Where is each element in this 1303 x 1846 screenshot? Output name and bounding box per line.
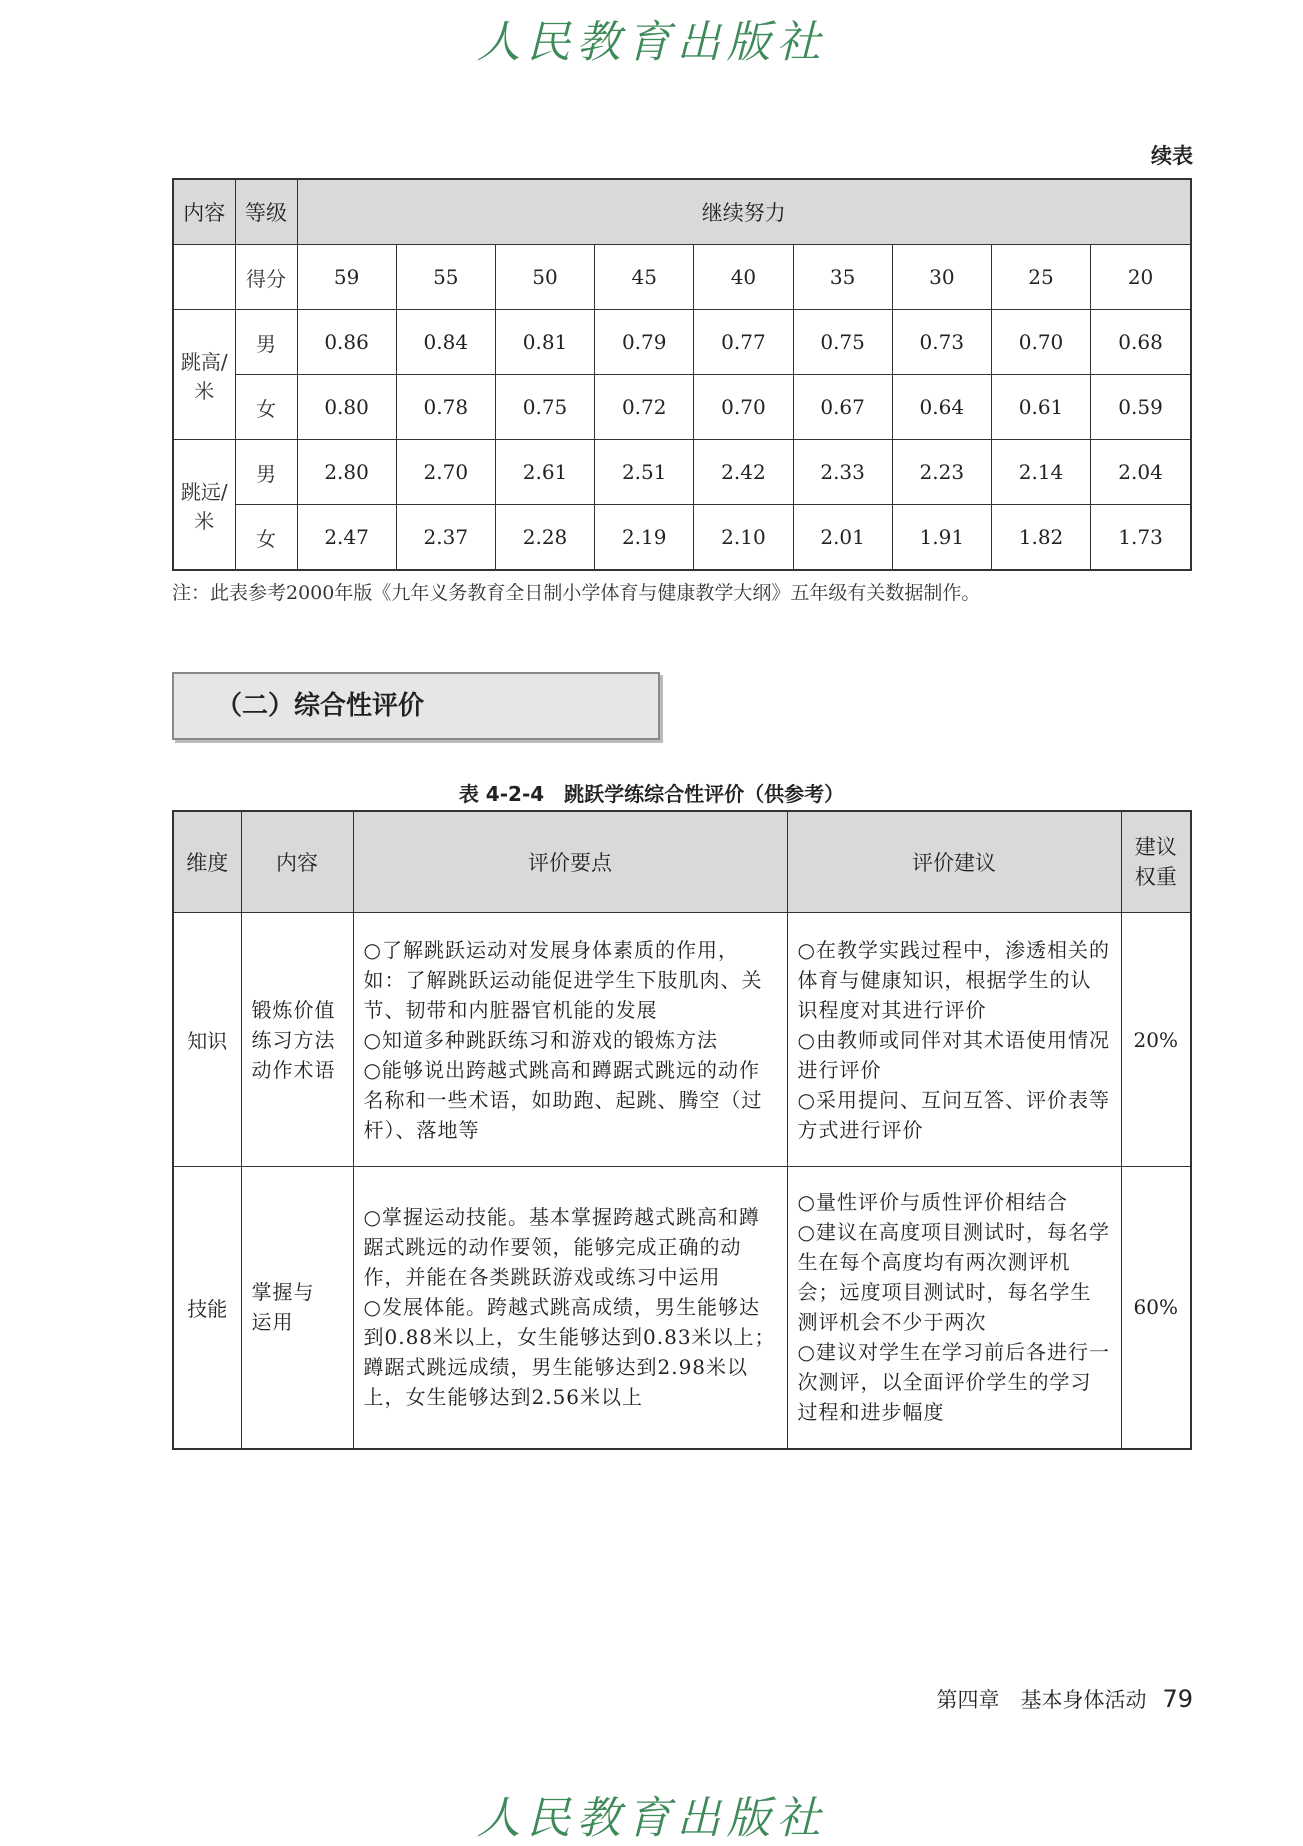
value-cell: 2.70 [396, 440, 495, 505]
gender-cell: 男 [235, 310, 297, 375]
evaluation-table [172, 810, 1192, 1450]
score-cell: 40 [694, 245, 793, 310]
value-cell: 2.28 [495, 505, 594, 571]
score-label: 得分 [235, 245, 297, 310]
value-cell: 2.80 [297, 440, 396, 505]
points-cell: ○掌握运动技能。基本掌握跨越式跳高和蹲踞式跳远的动作要领，能够完成正确的动作，并能在各类跳跃游戏或练习中运用 ○发展体能。跨越式跳高成绩，男生能够达到0.88米以上，女生能够达到0.83米以上；蹲踞式跳远成绩，男生能够达到2.98米以上，女生能够达到2.56米以上 [353, 1167, 787, 1449]
score-cell: 35 [793, 245, 892, 310]
table-row [173, 440, 1191, 505]
table-caption: 表 4-2-4 跳跃学练综合性评价（供参考） [458, 782, 845, 806]
score-cell: 20 [1091, 245, 1191, 310]
header-group: 继续努力 [297, 179, 1191, 245]
score-cell: 30 [892, 245, 991, 310]
value-cell: 2.61 [495, 440, 594, 505]
table-row [173, 1167, 1191, 1449]
score-cell: 45 [595, 245, 694, 310]
score-cell: 59 [297, 245, 396, 310]
gender-cell: 男 [235, 440, 297, 505]
advice-cell: ○在教学实践过程中，渗透相关的体育与健康知识，根据学生的认识程度对其进行评价 ○由教师或同伴对其术语使用情况进行评价 ○采用提问、互问互答、评价表等方式进行评价 [787, 913, 1121, 1167]
table-row [173, 310, 1191, 375]
continued-label: 续表 [1151, 144, 1193, 168]
value-cell: 0.70 [991, 310, 1090, 375]
publisher-logo-bottom: 人民教育出版社 [476, 1793, 827, 1844]
chapter-title: 第四章 基本身体活动 [936, 1688, 1147, 1712]
value-cell: 0.79 [595, 310, 694, 375]
score-cell: 55 [396, 245, 495, 310]
header-weight: 建议权重 [1121, 811, 1191, 913]
value-cell: 0.61 [991, 375, 1090, 440]
value-cell: 0.68 [1091, 310, 1191, 375]
value-cell: 1.91 [892, 505, 991, 571]
header-content: 内容 [173, 179, 235, 245]
advice-cell: ○量性评价与质性评价相结合 ○建议在高度项目测试时，每名学生在每个高度均有两次测评机会；远度项目测试时，每名学生测评机会不少于两次 ○建议对学生在学习前后各进行一次测评，以全面评价学生的学习过程和进步幅度 [787, 1167, 1121, 1449]
value-cell: 2.19 [595, 505, 694, 571]
header-content: 内容 [241, 811, 353, 913]
page-footer [936, 1684, 1193, 1714]
score-cell: 50 [495, 245, 594, 310]
gender-cell: 女 [235, 375, 297, 440]
publisher-logo-top: 人民教育出版社 [476, 17, 827, 68]
value-cell: 2.01 [793, 505, 892, 571]
dimension-cell: 知识 [173, 913, 241, 1167]
dimension-cell: 技能 [173, 1167, 241, 1449]
value-cell: 0.73 [892, 310, 991, 375]
value-cell: 2.51 [595, 440, 694, 505]
value-cell: 0.72 [595, 375, 694, 440]
table-row [173, 505, 1191, 571]
value-cell: 0.78 [396, 375, 495, 440]
value-cell: 2.23 [892, 440, 991, 505]
jump-score-table [172, 178, 1192, 571]
value-cell: 0.75 [495, 375, 594, 440]
value-cell: 0.77 [694, 310, 793, 375]
score-cell: 25 [991, 245, 1090, 310]
content-cell: 锻炼价值 练习方法 动作术语 [241, 913, 353, 1167]
value-cell: 0.67 [793, 375, 892, 440]
page-number: 79 [1162, 1685, 1193, 1713]
header-advice: 评价建议 [787, 811, 1121, 913]
row-group-long-jump: 跳远/米 [173, 440, 235, 571]
value-cell: 0.64 [892, 375, 991, 440]
row-group-high-jump: 跳高/米 [173, 310, 235, 440]
value-cell: 0.80 [297, 375, 396, 440]
value-cell: 0.84 [396, 310, 495, 375]
value-cell: 2.14 [991, 440, 1090, 505]
section-title: （二）综合性评价 [172, 672, 660, 740]
value-cell: 1.82 [991, 505, 1090, 571]
header-points: 评价要点 [353, 811, 787, 913]
value-cell: 2.33 [793, 440, 892, 505]
value-cell: 1.73 [1091, 505, 1191, 571]
table-row [173, 913, 1191, 1167]
table-note: 注：此表参考2000年版《九年义务教育全日制小学体育与健康教学大纲》五年级有关数据制作。 [172, 582, 981, 604]
value-cell: 2.47 [297, 505, 396, 571]
value-cell: 2.04 [1091, 440, 1191, 505]
value-cell: 0.81 [495, 310, 594, 375]
gender-cell: 女 [235, 505, 297, 571]
value-cell: 0.70 [694, 375, 793, 440]
value-cell: 0.59 [1091, 375, 1191, 440]
value-cell: 0.86 [297, 310, 396, 375]
value-cell: 2.10 [694, 505, 793, 571]
content-cell: 掌握与 运用 [241, 1167, 353, 1449]
table-row [173, 375, 1191, 440]
value-cell: 2.37 [396, 505, 495, 571]
header-dimension: 维度 [173, 811, 241, 913]
weight-cell: 20% [1121, 913, 1191, 1167]
weight-cell: 60% [1121, 1167, 1191, 1449]
score-row [173, 245, 1191, 310]
value-cell: 0.75 [793, 310, 892, 375]
points-cell: ○了解跳跃运动对发展身体素质的作用，如：了解跳跃运动能促进学生下肢肌肉、关节、韧带和内脏器官机能的发展 ○知道多种跳跃练习和游戏的锻炼方法 ○能够说出跨越式跳高和蹲踞式跳远的动作名称和一些术语，如助跑、起跳、腾空（过杆）、落地等 [353, 913, 787, 1167]
value-cell: 2.42 [694, 440, 793, 505]
header-grade: 等级 [235, 179, 297, 245]
